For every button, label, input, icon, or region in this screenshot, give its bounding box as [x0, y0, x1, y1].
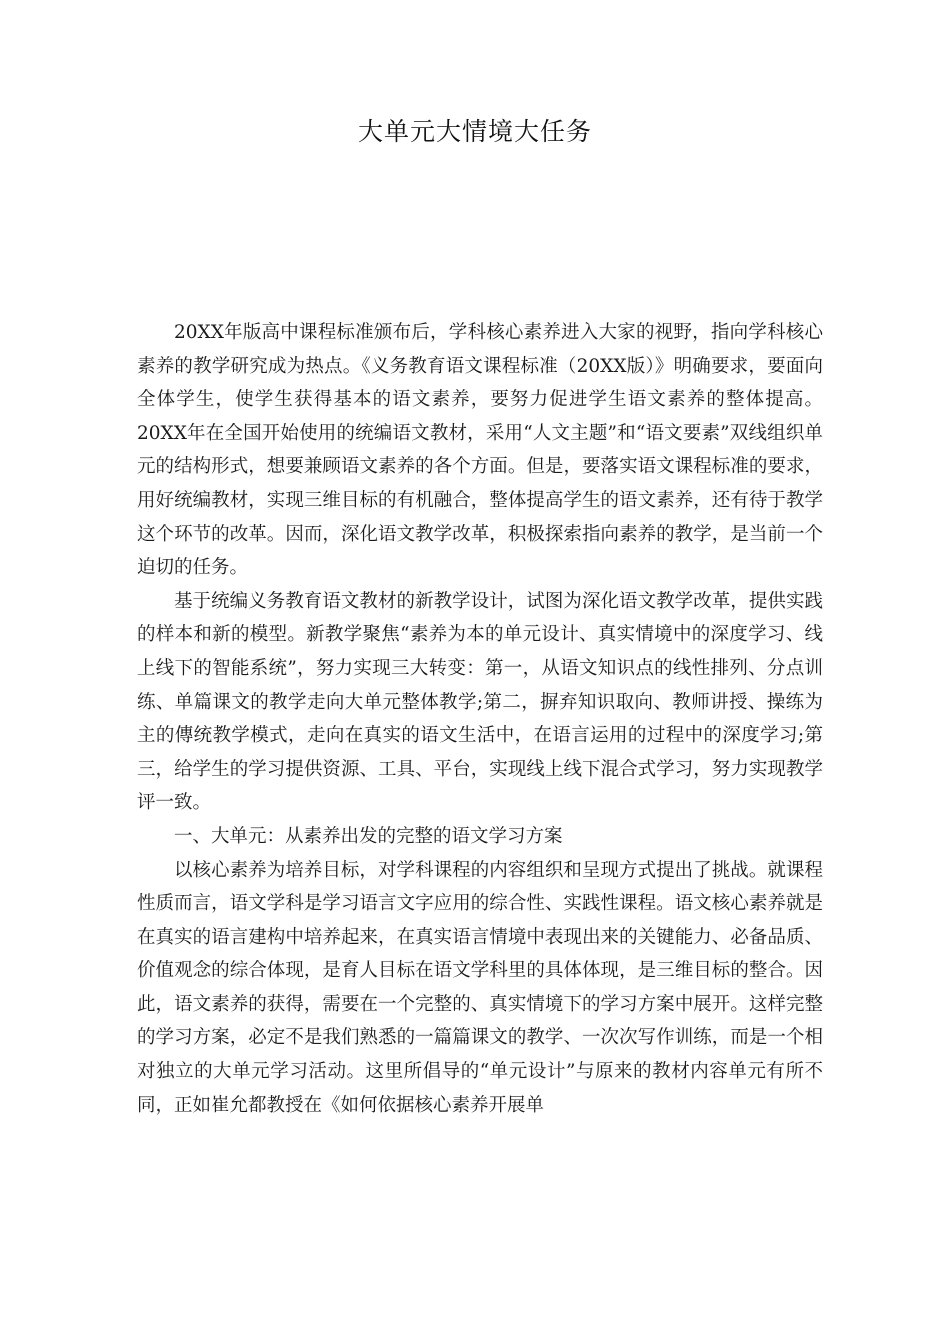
- paragraph: 以核心素养为培养目标，对学科课程的内容组织和呈现方式提出了挑战。就课程性质而言，语文学科是学习语言文字应用的综合性、实践性课程。语文核心素养就是在真实的语言建构中培养起来，在真实语言情境中表现出来的关键能力、必备品质、价值观念的综合体现，是育人目标在语文学科里的具体体现，是三维目标的整合。因此，语文素养的获得，需要在一个完整的、真实情境下的学习方案中展开。这样完整的学习方案，必定不是我们熟悉的一篇篇课文的教学、一次次写作训练，而是一个相对独立的大单元学习活动。这里所倡导的“单元设计”与原来的教材内容单元有所不同，正如崔允都教授在《如何依据核心素养开展单: [137, 859, 823, 1116]
- section-heading: 一、大单元：从素养出发的完整的语文学习方案: [174, 825, 563, 847]
- document-body: [137, 316, 823, 1122]
- paragraph: 20XX年版高中课程标准颁布后，学科核心素养进入大家的视野，指向学科核心素养的教学研究成为热点。《义务教育语文课程标准（20XX版）》明确要求，要面向全体学生，使学生获得基本的语文素养，要努力促进学生语文素养的整体提高。20XX年在全国开始使用的统编语文教材，采用“人文主题”和“语文要素”双线组织单元的结构形式，想要兼顾语文素养的各个方面。但是，要落实语文课程标准的要求，用好统编教材，实现三维目标的有机融合，整体提高学生的语文素养，还有待于教学这个环节的改革。因而，深化语文教学改革，积极探索指向素养的教学，是当前一个迫切的任务。: [137, 322, 823, 579]
- document-title: 大单元大情境大任务: [357, 117, 592, 146]
- paragraph: 基于统编义务教育语文教材的新教学设计，试图为深化语文教学改革，提供实践的样本和新的模型。新教学聚焦“素养为本的单元设计、真实情境中的深度学习、线上线下的智能系统”，努力实现三大转变：第一，从语文知识点的线性排列、分点训练、单篇课文的教学走向大单元整体教学;第二，摒弃知识取向、教师讲授、操练为主的傳统教学模式，走向在真实的语文生活中，在语言运用的过程中的深度学习;第三，给学生的学习提供资源、工具、平台，实现线上线下混合式学习，努力实现教学评一致。: [137, 590, 823, 814]
